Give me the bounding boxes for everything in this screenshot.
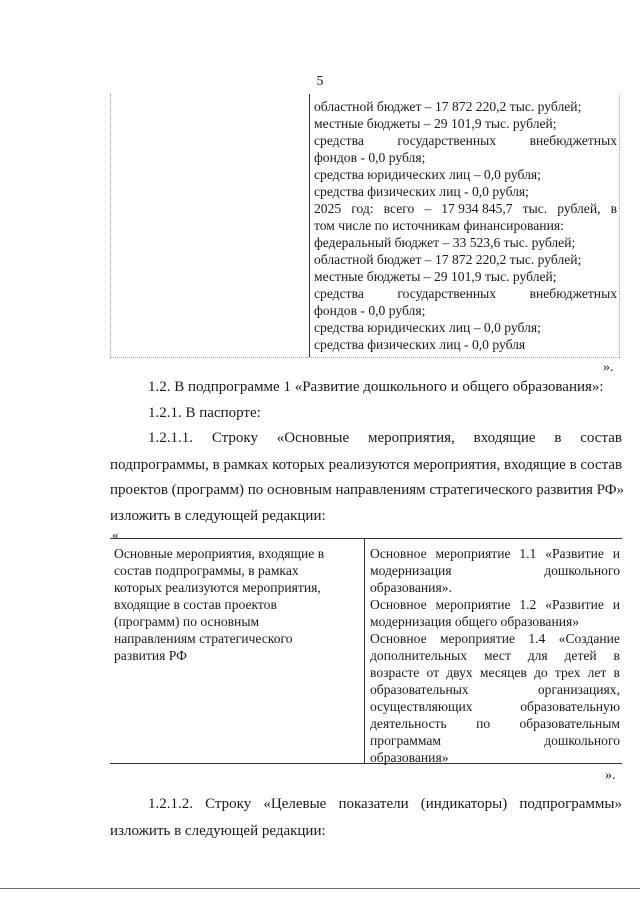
financing-line: средства юридических лиц – 0,0 рубля; xyxy=(314,320,541,335)
financing-line: местные бюджеты – 29 101,9 тыс. рублей; xyxy=(314,116,557,131)
activity-line: деятельность по образовательным xyxy=(370,716,620,731)
table-divider xyxy=(364,539,365,763)
paragraph-1-2-1: 1.2.1. В паспорте: xyxy=(148,405,261,421)
header-line: направлениям стратегического xyxy=(114,631,293,646)
page-number: 5 xyxy=(316,74,324,89)
paragraph-1-2: 1.2. В подпрограмме 1 «Развитие дошкольного и общего образования»: xyxy=(148,379,604,395)
financing-table xyxy=(110,94,620,358)
financing-line: федеральный бюджет – 33 523,6 тыс. рублей; xyxy=(314,235,576,250)
header-line: входящие в состав проектов xyxy=(114,597,277,612)
financing-line: средства физических лиц - 0,0 рубля xyxy=(314,337,526,352)
page-bottom-rule xyxy=(0,888,640,889)
paragraph-1-2-1-2-line2: изложить в следующей редакции: xyxy=(110,823,326,839)
header-line: развития РФ xyxy=(114,648,187,663)
activity-line: модернизация общего образования» xyxy=(370,614,580,629)
activity-line: модернизация дошкольного xyxy=(370,563,620,578)
activities-list-cell xyxy=(370,545,620,766)
paragraph-1-2-1-1-line2: подпрограммы, в рамках которых реализуются мероприятия, входящие в состав xyxy=(110,457,623,473)
financing-line: том числе по источникам финансирования: xyxy=(314,218,564,233)
table-right-border xyxy=(619,94,620,357)
financing-line: областной бюджет – 17 872 220,2 тыс. рублей; xyxy=(314,252,582,267)
activity-line: программам дошкольного xyxy=(370,733,620,748)
activities-table xyxy=(110,538,622,764)
activity-line: дополнительных мест для детей в xyxy=(370,648,620,663)
financing-line: фондов - 0,0 рубля; xyxy=(314,150,426,165)
header-line: (программ) по основным xyxy=(114,614,260,629)
financing-line: местные бюджеты – 29 101,9 тыс. рублей; xyxy=(314,269,557,284)
financing-line: фондов - 0,0 рубля; xyxy=(314,303,426,318)
financing-cell xyxy=(314,98,617,353)
table2-open-quote: « xyxy=(112,527,119,542)
activity-line: Основное мероприятие 1.4 «Создание xyxy=(370,631,620,646)
header-line: которых реализуются мероприятия, xyxy=(114,580,321,595)
table2-close-quote: ». xyxy=(605,768,616,783)
paragraph-1-2-1-1-line4: изложить в следующей редакции: xyxy=(110,508,326,524)
paragraph-1-2-1-2-line1: 1.2.1.2. Строку «Целевые показатели (индикаторы) подпрограммы» xyxy=(148,796,622,812)
activity-line: Основное мероприятие 1.2 «Развитие и xyxy=(370,597,620,612)
financing-line: 2025 год: всего – 17 934 845,7 тыс. рублей, в xyxy=(314,201,617,216)
financing-line: средства юридических лиц – 0,0 рубля; xyxy=(314,167,541,182)
header-line: Основные мероприятия, входящие в xyxy=(114,546,325,561)
financing-line: средства физических лиц - 0,0 рубля; xyxy=(314,184,529,199)
activity-line: образования». xyxy=(370,580,452,595)
financing-line: областной бюджет – 17 872 220,2 тыс. рублей; xyxy=(314,99,582,114)
financing-line: средства государственных внебюджетных xyxy=(314,286,617,301)
activity-line: Основное мероприятие 1.1 «Развитие и xyxy=(370,546,620,561)
paragraph-1-2-1-1-line1: 1.2.1.1. Строку «Основные мероприятия, входящие в состав xyxy=(148,430,622,446)
activity-line: образовательных организациях, xyxy=(370,682,620,697)
activity-line: образования» xyxy=(370,750,449,765)
header-line: состав подпрограммы, в рамках xyxy=(114,563,299,578)
financing-line: средства государственных внебюджетных xyxy=(314,133,617,148)
activity-line: осуществляющих образовательную xyxy=(370,699,620,714)
activities-header-cell xyxy=(114,545,354,664)
paragraph-1-2-1-1-line3: проектов (программ) по основным направлениям стратегического развития РФ» xyxy=(110,482,625,498)
table-divider xyxy=(309,94,310,357)
table1-close-quote: ». xyxy=(603,360,614,375)
activity-line: возрасте от двух месяцев до трех лет в xyxy=(370,665,620,680)
